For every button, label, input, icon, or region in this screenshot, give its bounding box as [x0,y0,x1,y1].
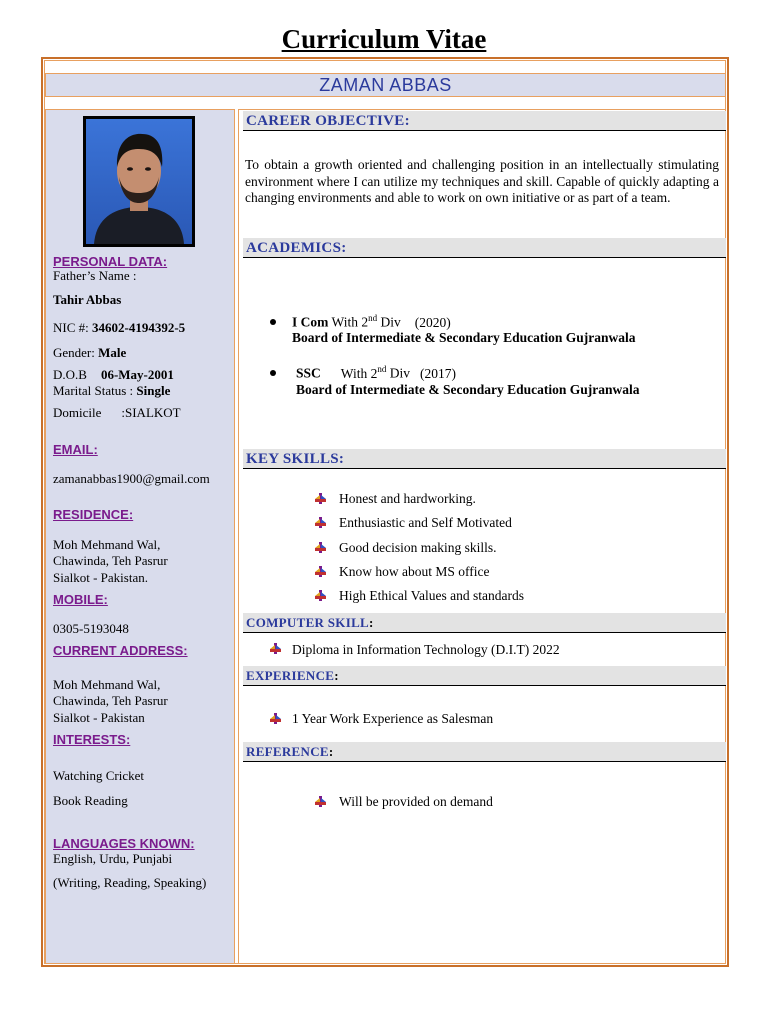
key-skills-heading: KEY SKILLS: [243,449,726,469]
academic-item [292,313,451,331]
reference-heading [243,742,726,762]
academic-div: Div [386,365,410,381]
key-skill-item: Know how about MS office [339,564,490,579]
arrow-bullet-icon [270,643,281,654]
bullet-icon [270,370,276,376]
current-address-heading: CURRENT ADDRESS: [53,643,188,658]
arrow-bullet-icon [315,493,326,504]
academic-board: Board of Intermediate & Secondary Education Gujranwala [292,330,636,345]
domicile-label: Domicile [53,405,102,420]
dob-label: D.O.B [53,367,87,382]
residence-line: Chawinda, Teh Pasrur [53,553,168,568]
name-bar: ZAMAN ABBAS [45,73,726,97]
marital-value: Single [136,383,171,398]
gender-label: Gender: [53,345,99,360]
academic-div: Div [377,314,401,330]
email-heading: EMAIL: [53,442,98,457]
career-objective-text: To obtain a growth oriented and challenging position in an intellectually stimulating environment where I can utilize my techniques and skill. Capable of quickly adapting a changing environments and able to work on own initiative or as part of a team. [245,157,719,205]
residence-line: Sialkot - Pakistan. [53,570,148,585]
mobile-value: 0305-5193048 [53,621,129,636]
computer-skill-heading [243,613,726,633]
residence-heading: RESIDENCE: [53,507,134,522]
email-value: zamanabbas1900@gmail.com [53,471,210,486]
interests-heading: INTERESTS: [53,732,131,747]
academic-degree: SSC [296,365,321,381]
arrow-bullet-icon [270,713,281,724]
gender-row [53,345,126,361]
academic-with: With 2 [328,314,369,330]
computer-skill-colon: : [369,615,374,630]
father-label: Father’s Name : [53,268,137,283]
dob-value: 06-May-2001 [100,367,174,382]
cv-title: Curriculum Vitae [281,24,487,54]
languages-value: English, Urdu, Punjabi [53,851,173,866]
academic-board: Board of Intermediate & Secondary Education Gujranwala [296,382,640,397]
interest-item: Book Reading [53,793,128,808]
experience-heading [243,666,726,686]
academic-item [296,364,456,382]
experience-item: 1 Year Work Experience as Salesman [292,711,494,726]
nic-label: NIC #: [53,320,92,335]
reference-item: Will be provided on demand [339,794,493,809]
academic-year: (2020) [414,314,451,330]
arrow-bullet-icon [315,542,326,553]
key-skill-item: Enthusiastic and Self Motivated [339,515,512,530]
academic-degree: I Com [292,314,329,330]
reference-title: REFERENCE [246,744,329,759]
academic-sup: nd [377,364,387,374]
arrow-bullet-icon [315,590,326,601]
key-skill-item: Good decision making skills. [339,540,497,555]
father-value: Tahir Abbas [53,292,122,307]
domicile-value: :SIALKOT [121,405,181,420]
current-address-line: Sialkot - Pakistan [53,710,145,725]
personal-data-heading: PERSONAL DATA: [53,254,168,269]
domicile-row [53,405,181,421]
computer-skill-title: COMPUTER SKILL [246,615,370,630]
current-address-line: Moh Mehmand Wal, [53,677,161,692]
nic-value: 34602-4194392-5 [92,320,186,335]
gender-value: Male [98,345,127,360]
career-objective-heading: CAREER OBJECTIVE: [243,111,726,131]
marital-row [53,383,170,399]
computer-skill-item: Diploma in Information Technology (D.I.T) 2022 [292,642,560,657]
arrow-bullet-icon [315,566,326,577]
academics-heading: ACADEMICS: [243,238,726,258]
profile-photo [83,116,195,247]
academic-sup: nd [368,313,378,323]
bullet-icon [270,319,276,325]
current-address-line: Chawinda, Teh Pasrur [53,693,168,708]
key-skill-item: High Ethical Values and standards [339,588,524,603]
academic-with: With 2 [340,365,378,381]
experience-colon: : [334,668,339,683]
languages-heading: LANGUAGES KNOWN: [53,836,195,851]
mobile-heading: MOBILE: [53,592,108,607]
marital-label: Marital Status : [53,383,137,398]
languages-note: (Writing, Reading, Speaking) [53,875,207,890]
arrow-bullet-icon [315,517,326,528]
academic-year: (2017) [419,365,456,381]
dob-row [53,367,174,383]
experience-title: EXPERIENCE [246,668,335,683]
interest-item: Watching Cricket [53,768,145,783]
key-skill-item: Honest and hardworking. [339,491,476,506]
arrow-bullet-icon [315,796,326,807]
nic-row [53,320,185,336]
residence-line: Moh Mehmand Wal, [53,537,161,552]
reference-colon: : [328,744,334,759]
